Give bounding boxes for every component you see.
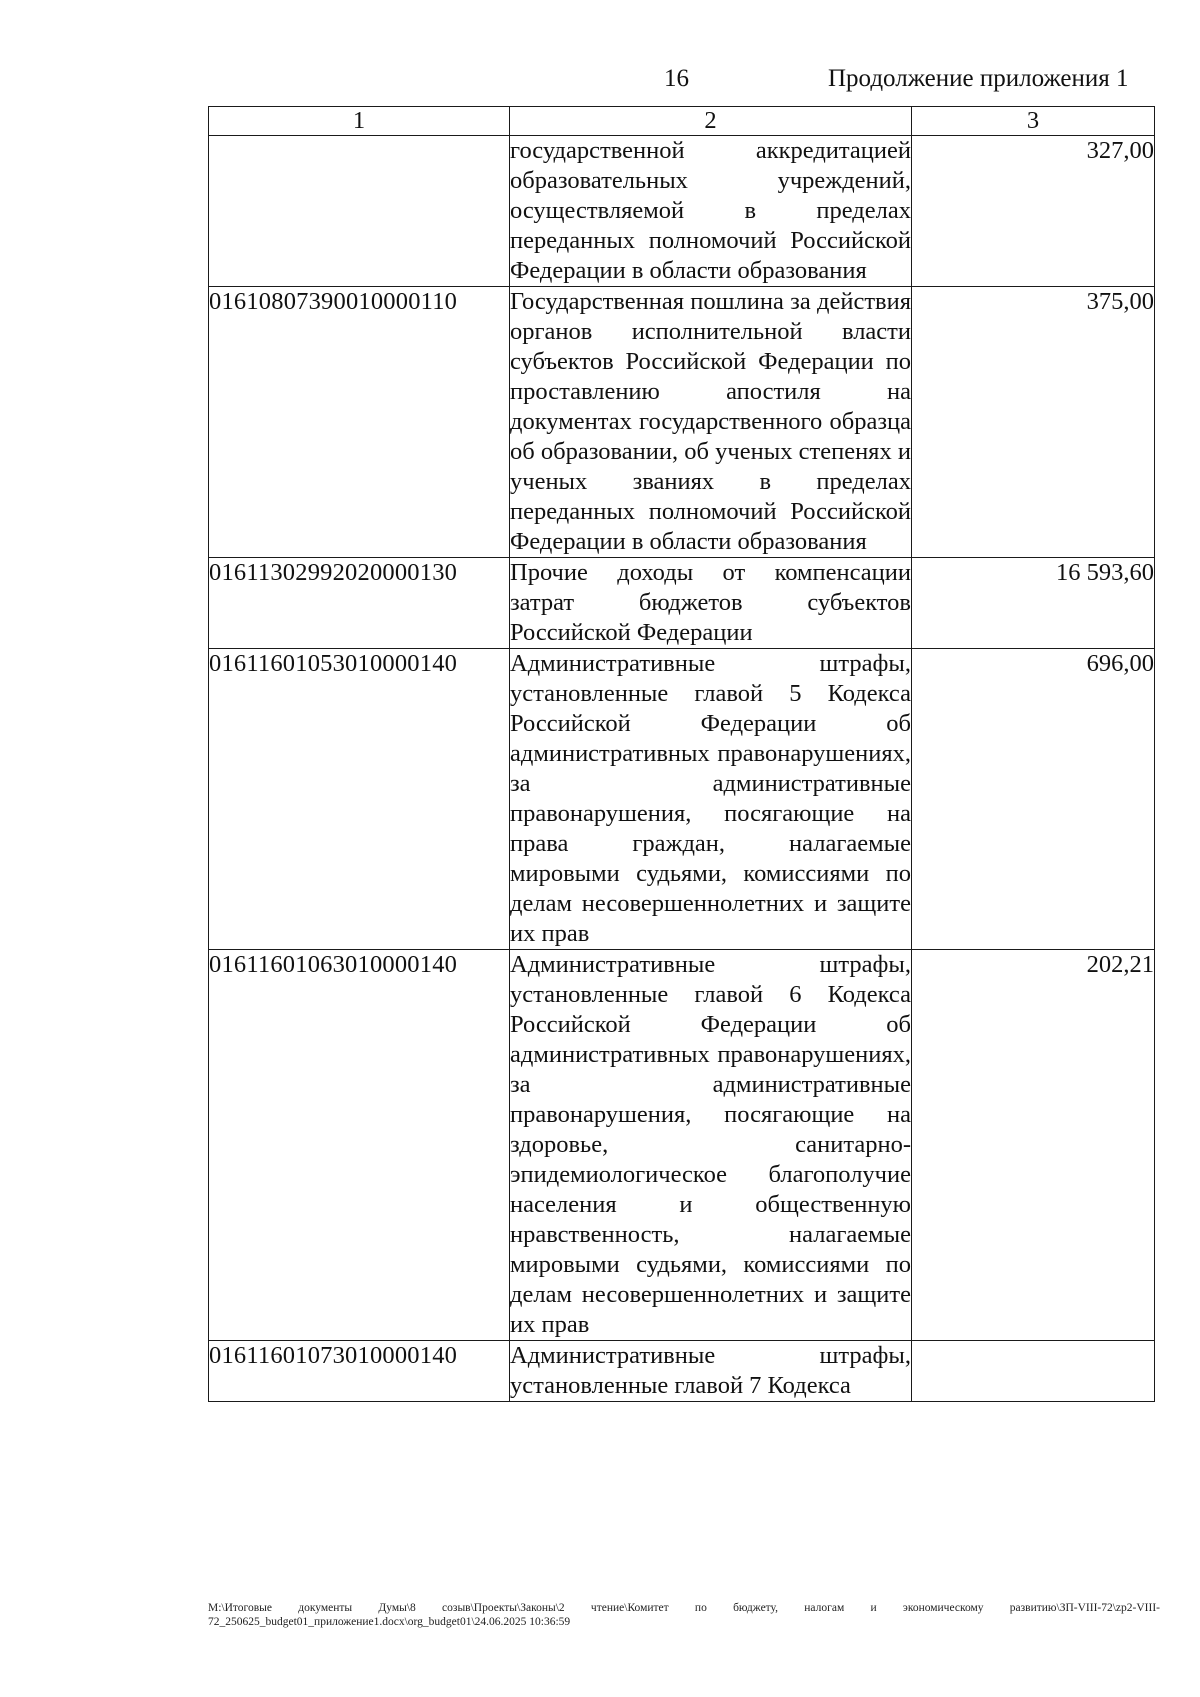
table-header-row (209, 107, 1155, 136)
revenue-description: Прочие доходы от компенсации затрат бюджетов субъектов Российской Федерации (510, 558, 912, 649)
revenue-amount: 327,00 (912, 136, 1155, 287)
revenue-amount: 375,00 (912, 287, 1155, 558)
revenue-amount: 202,21 (912, 950, 1155, 1341)
table-row (209, 136, 1155, 287)
revenue-amount: 696,00 (912, 649, 1155, 950)
column-header: 2 (510, 107, 912, 136)
table-row (209, 1341, 1155, 1402)
revenue-code (209, 136, 510, 287)
revenue-description: Административные штрафы, установленные главой 6 Кодекса Российской Федерации об административных правонарушениях, за административные правонарушения, посягающие на здоровье, санитарно-эпидемиологическое благополучие населения и общественную нравственность, налагаемые мировыми судьями, комиссиями по делам несовершеннолетних и защите их прав (510, 950, 912, 1341)
revenue-table (208, 106, 1155, 1402)
revenue-description: государственной аккредитацией образовательных учреждений, осуществляемой в пределах переданных полномочий Российской Федерации в области образования (510, 136, 912, 287)
table-row (209, 558, 1155, 649)
revenue-amount: 16 593,60 (912, 558, 1155, 649)
revenue-code: 01611601053010000140 (209, 649, 510, 950)
table-row (209, 287, 1155, 558)
revenue-amount (912, 1341, 1155, 1402)
revenue-code: 01610807390010000110 (209, 287, 510, 558)
page-number: 16 (664, 65, 689, 92)
column-header: 3 (912, 107, 1155, 136)
revenue-code: 01611302992020000130 (209, 558, 510, 649)
column-header: 1 (209, 107, 510, 136)
revenue-code: 01611601073010000140 (209, 1341, 510, 1402)
document-file-path: M:\Итоговые документы Думы\8 созыв\Проекты\Законы\2 чтение\Комитет по бюджету, налогам и экономическому развитию\ЗП-VIII-72\zp2-VIII-72_250625_budget01_приложение1.docx\org_budget01\24.06.2025 10:36:59 (208, 1602, 1160, 1628)
revenue-description: Государственная пошлина за действия органов исполнительной власти субъектов Российской Федерации по проставлению апостиля на документах государственного образца об образовании, об ученых степенях и ученых званиях в пределах переданных полномочий Российской Федерации в области образования (510, 287, 912, 558)
revenue-code: 01611601063010000140 (209, 950, 510, 1341)
revenue-description: Административные штрафы, установленные главой 7 Кодекса (510, 1341, 912, 1402)
table-row (209, 950, 1155, 1341)
table-row (209, 649, 1155, 950)
page-title: Продолжение приложения 1 (828, 65, 1129, 92)
revenue-description: Административные штрафы, установленные главой 5 Кодекса Российской Федерации об административных правонарушениях, за административные правонарушения, посягающие на права граждан, налагаемые мировыми судьями, комиссиями по делам несовершеннолетних и защите их прав (510, 649, 912, 950)
